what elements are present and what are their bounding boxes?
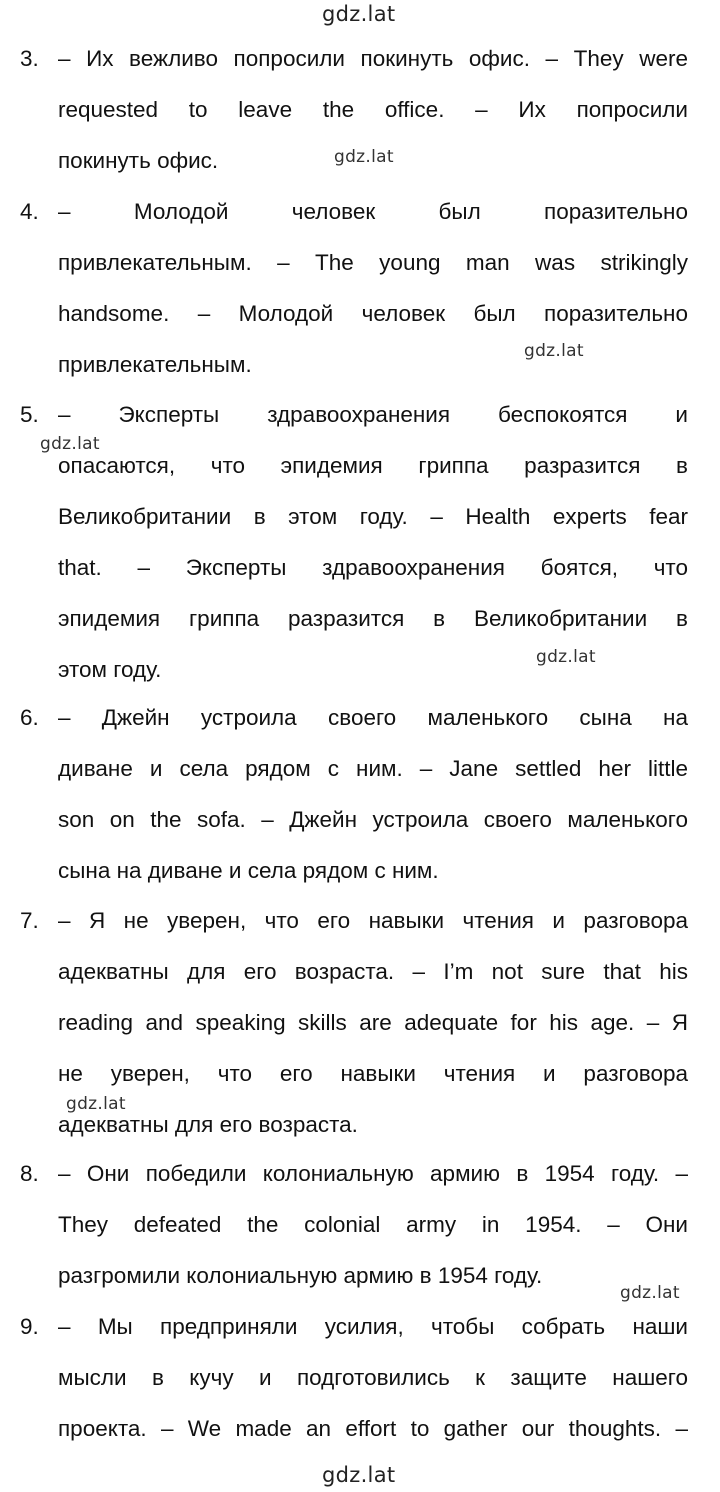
text-line: – Эксперты здравоохранения беспокоятся и — [58, 402, 688, 427]
text-line: сына на диване и села рядом с ним. — [58, 858, 439, 883]
item-number: 4. — [20, 199, 39, 224]
item-number: 7. — [20, 908, 39, 933]
text-line: requested to leave the office. – Их попросили — [58, 97, 688, 122]
text-line: – Джейн устроила своего маленького сына на — [58, 705, 688, 730]
item-number: 8. — [20, 1161, 39, 1186]
text-line: son on the sofa. – Джейн устроила своего маленького — [58, 807, 688, 832]
text-line: reading and speaking skills are adequate for his age. – Я — [58, 1010, 688, 1035]
item-number: 9. — [20, 1314, 39, 1339]
watermark: gdz.lat — [620, 1283, 680, 1303]
text-line: привлекательным. – The young man was strikingly — [58, 250, 688, 275]
text-line: адекватны для его возраста. — [58, 1112, 358, 1137]
watermark: gdz.lat — [40, 434, 100, 454]
item-number: 5. — [20, 402, 39, 427]
watermark: gdz.lat — [66, 1094, 126, 1114]
text-line: разгромили колониальную армию в 1954 году. — [58, 1263, 543, 1288]
text-line: этом году. — [58, 657, 162, 682]
text-line: – Я не уверен, что его навыки чтения и разговора — [58, 908, 688, 933]
text-line: покинуть офис. — [58, 148, 219, 173]
watermark: gdz.lat — [524, 341, 584, 361]
text-line: – Они победили колониальную армию в 1954 году. – — [58, 1161, 688, 1186]
text-line: that. – Эксперты здравоохранения боятся, что — [58, 555, 688, 580]
item-number: 6. — [20, 705, 39, 730]
text-line: не уверен, что его навыки чтения и разговора — [58, 1061, 688, 1086]
text-line: Великобритании в этом году. – Health experts fear — [58, 504, 688, 529]
text-line: эпидемия гриппа разразится в Великобритании в — [58, 606, 688, 631]
watermark: gdz.lat — [334, 147, 394, 167]
text-line: – Молодой человек был поразительно — [58, 199, 688, 224]
text-line: опасаются, что эпидемия гриппа разразится в — [58, 453, 688, 478]
text-line: handsome. – Молодой человек был поразительно — [58, 301, 688, 326]
watermark: gdz.lat — [536, 647, 596, 667]
item-number: 3. — [20, 46, 39, 71]
text-line: привлекательным. — [58, 352, 252, 377]
text-line: – Их вежливо попросили покинуть офис. – They were — [58, 46, 688, 71]
text-line: проекта. – We made an effort to gather our thoughts. – — [58, 1416, 688, 1441]
text-line: мысли в кучу и подготовились к защите нашего — [58, 1365, 688, 1390]
text-line: диване и села рядом с ним. – Jane settled her little — [58, 756, 688, 781]
text-line: адекватны для его возраста. – I’m not sure that his — [58, 959, 688, 984]
text-line: They defeated the colonial army in 1954. – Они — [58, 1212, 688, 1237]
watermark-bottom: gdz.lat — [322, 1463, 396, 1487]
text-line: – Мы предприняли усилия, чтобы собрать наши — [58, 1314, 688, 1339]
watermark-top: gdz.lat — [322, 2, 396, 26]
